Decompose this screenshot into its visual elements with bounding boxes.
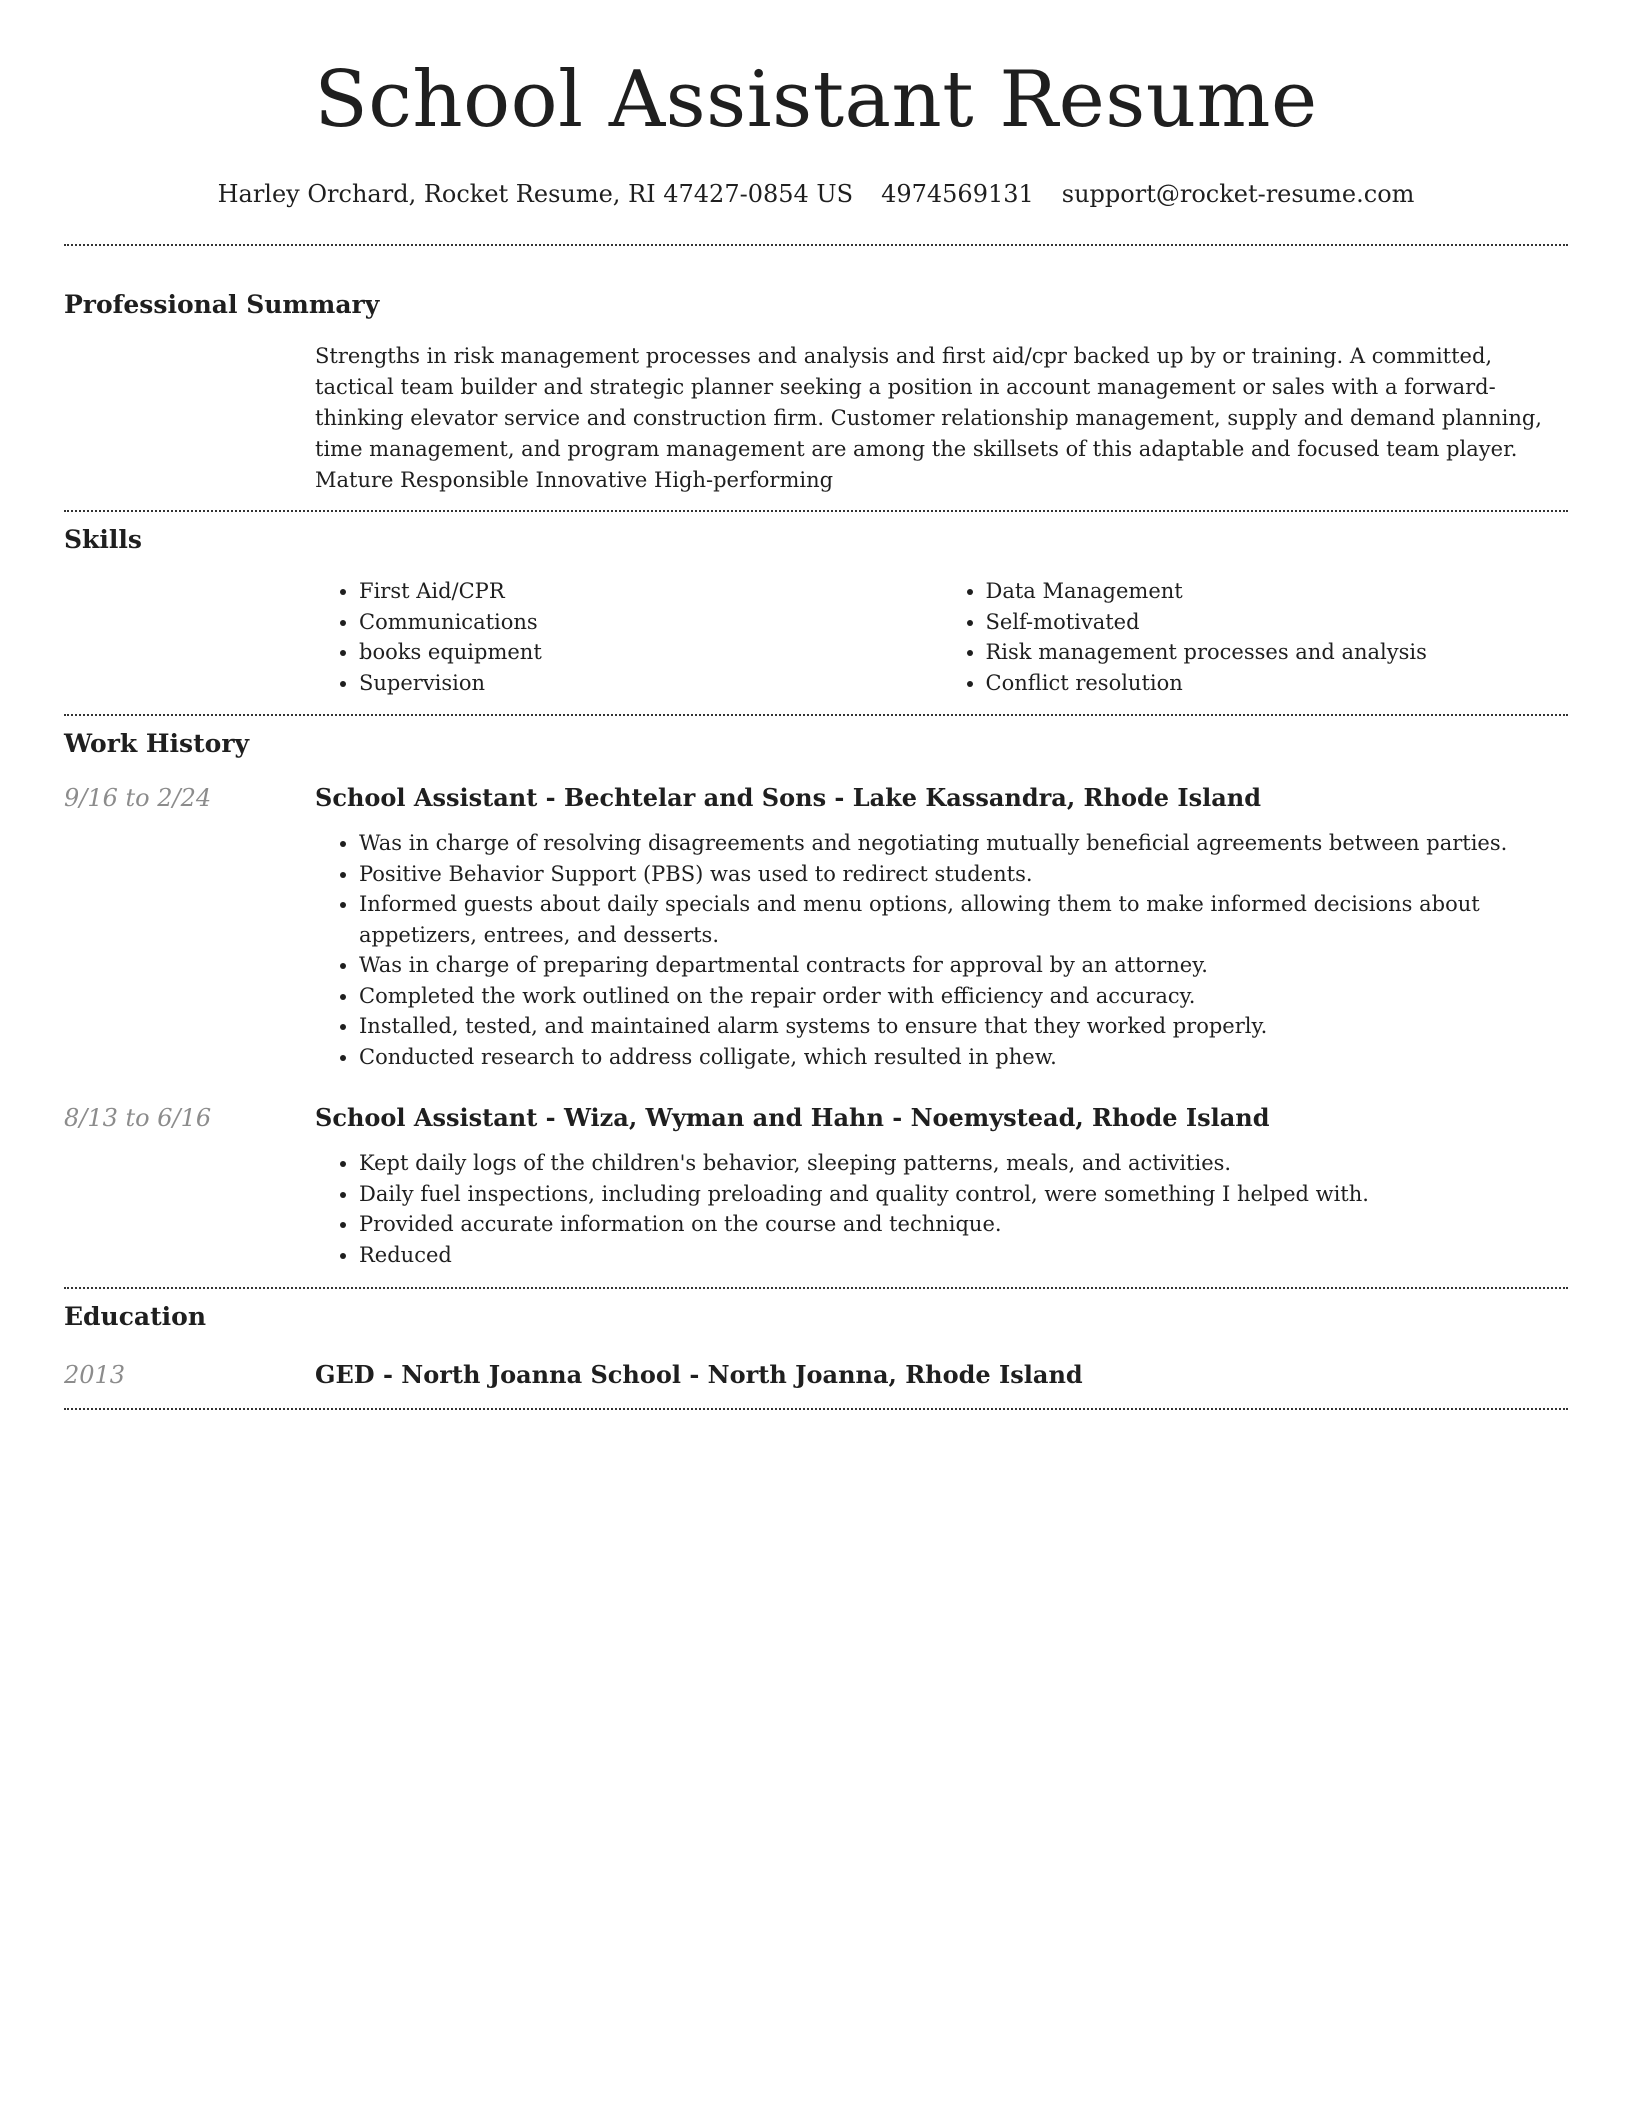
job-bullet: • Completed the work outlined on the repair order with efficiency and accuracy. — [359, 981, 1568, 1012]
skill-item: • books equipment — [359, 637, 942, 668]
contact-line — [64, 178, 1568, 210]
skills-section — [64, 512, 1568, 714]
skill-item: • Self-motivated — [986, 607, 1569, 638]
skill-item: • Conflict resolution — [986, 668, 1569, 699]
skills-heading: Skills — [64, 525, 142, 554]
summary-heading: Professional Summary — [64, 290, 380, 319]
education-heading: Education — [64, 1302, 207, 1331]
job-bullet: • Provided accurate information on the course and technique. — [359, 1209, 1568, 1240]
job-title: School Assistant - Wiza, Wyman and Hahn - Noemystead, Rhode Island — [315, 1103, 1270, 1132]
job-bullet: • Informed guests about daily specials and menu options, allowing them to make informed decisions about appetizers, entrees, and desserts. — [359, 889, 1568, 950]
education-entry: GED - North Joanna School - North Joanna, Rhode Island — [315, 1360, 1083, 1389]
job-bullet: • Reduced — [359, 1240, 1568, 1271]
skill-item: • First Aid/CPR — [359, 576, 942, 607]
job-bullet: • Conducted research to address colligate, which resulted in phew. — [359, 1042, 1568, 1073]
skills-list-left — [315, 576, 942, 698]
education-date: 2013 — [64, 1361, 126, 1389]
job-date: 9/16 to 2/24 — [64, 784, 212, 812]
job-bullets — [315, 814, 1568, 1072]
job-bullet: • Was in charge of resolving disagreements and negotiating mutually beneficial agreements between parties. — [359, 828, 1568, 859]
skill-item: • Supervision — [359, 668, 942, 699]
skill-item: • Communications — [359, 607, 942, 638]
skills-list-right — [942, 576, 1569, 698]
education-section — [64, 1289, 1568, 1408]
job-bullet: • Positive Behavior Support (PBS) was used to redirect students. — [359, 859, 1568, 890]
work-history-section — [64, 716, 1568, 1287]
resume-title: School Assistant Resume — [314, 55, 1318, 145]
job-entry — [64, 1072, 1568, 1287]
job-bullet: • Kept daily logs of the children's behavior, sleeping patterns, meals, and activities. — [359, 1148, 1568, 1179]
contact-address: Harley Orchard, Rocket Resume, RI 47427-0854 US — [217, 180, 854, 208]
summary-section — [64, 246, 1568, 510]
work-history-heading: Work History — [64, 729, 250, 758]
job-date: 8/13 to 6/16 — [64, 1104, 212, 1132]
job-bullet: • Was in charge of preparing departmental contracts for approval by an attorney. — [359, 950, 1568, 981]
job-entry — [64, 760, 1568, 1072]
skill-item: • Data Management — [986, 576, 1569, 607]
job-bullets — [315, 1134, 1568, 1287]
job-title: School Assistant - Bechtelar and Sons - Lake Kassandra, Rhode Island — [315, 783, 1261, 812]
job-bullet: • Installed, tested, and maintained alarm systems to ensure that they worked properly. — [359, 1011, 1568, 1042]
divider — [64, 1408, 1568, 1410]
skill-item: • Risk management processes and analysis — [986, 637, 1569, 668]
contact-email: support@rocket-resume.com — [1061, 180, 1415, 208]
summary-text: Strengths in risk management processes and analysis and first aid/cpr backed up by or training. A committed, tactical team builder and strategic planner seeking a position in account management or sales with a forward-thinking elevator service and construction firm. Customer relationship management, supply and demand planning, time management, and program management are among the skillsets of this adaptable and focused team player. Mature Responsible Innovative High-performing — [315, 344, 1542, 492]
contact-phone: 4974569131 — [881, 180, 1034, 208]
job-bullet: • Daily fuel inspections, including preloading and quality control, were something I helped with. — [359, 1179, 1568, 1210]
